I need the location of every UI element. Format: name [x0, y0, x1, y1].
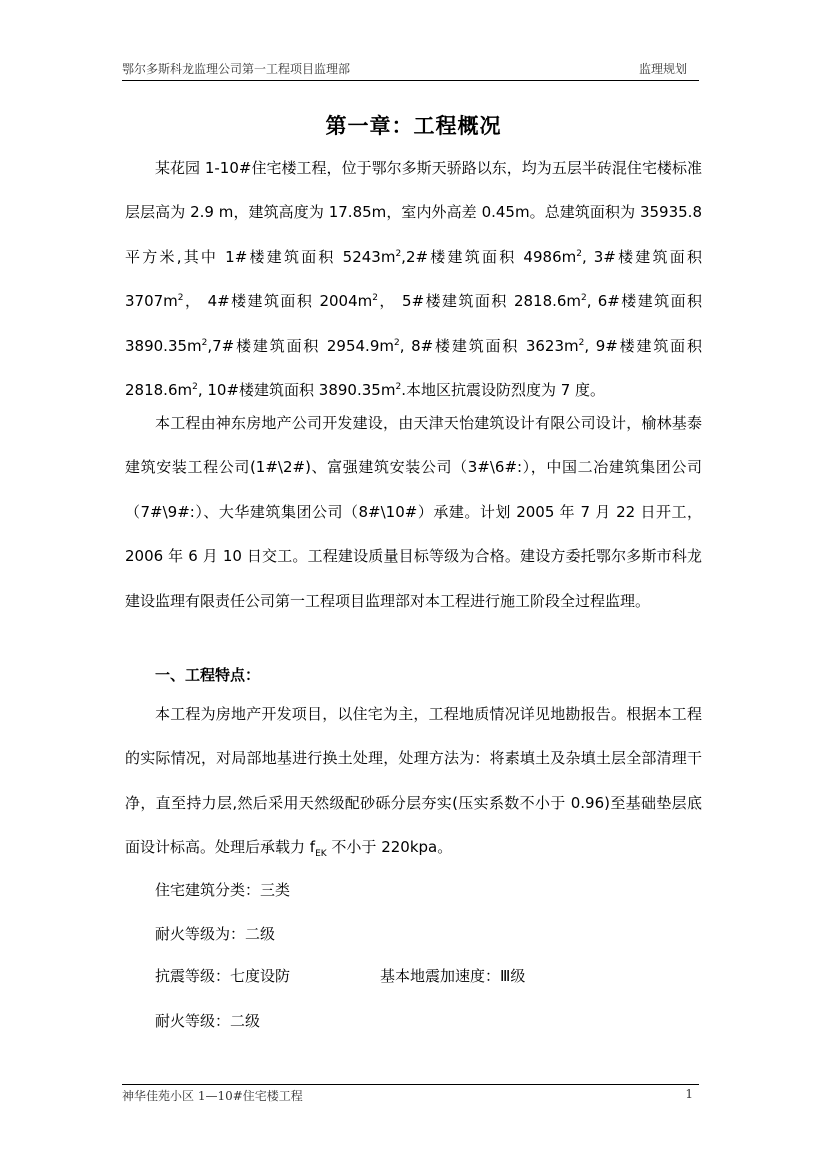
ground-acceleration: 基本地震加速度：Ⅲ级	[380, 967, 526, 985]
footer-divider	[122, 1084, 699, 1085]
building-class: 住宅建筑分类：三类	[155, 881, 291, 899]
header-org: 鄂尔多斯科龙监理公司第一工程项目监理部	[122, 62, 351, 76]
fire-rating: 耐火等级为：二级	[155, 925, 276, 943]
section-heading: 一、工程特点：	[155, 666, 261, 684]
page-header	[122, 58, 699, 80]
chapter-title: 第一章：工程概况	[325, 114, 502, 138]
seismic-grade: 抗震等级：七度设防	[155, 967, 291, 985]
paragraph-overview: 某花园 1-10#住宅楼工程，位于鄂尔多斯天骄路以东，均为五层半砖混住宅楼标准层层高为 2.9 m，建筑高度为 17.85m，室内外高差 0.45m。总建筑面积为 35935.8 平方米,其中 1#楼建筑面积 $5243m^2,2\#$楼建筑面积 $4986m^2$, 3#楼建筑面积 $3707m^2$， 4#楼建筑面积 $2004m^2$， 5#楼建筑面积 $2818.6m^2$, 6#楼建筑面积 $3890.35m^2,7\#$楼建筑面积 $2954.9m^2$, 8#楼建筑面积 $3623m^2$, 9#楼建筑面积 $2818.6m^2$, 10#楼建筑面积 $3890.35m^2$.本地区抗震设防烈度为 7 度。	[125, 159, 703, 400]
paragraph-features: 本工程为房地产开发项目，以住宅为主，工程地质情况详见地勘报告。根据本工程的实际情况，对局部地基进行换土处理，处理方法为：将素填土及杂填土层全部清理干净，直至持力层,然后采用天然级配砂砾分层夯实(压实系数不小于 0.96)至基础垫层底面设计标高。处理后承载力 $f_{EK}$ 不小于 220kpa。	[125, 705, 702, 860]
header-doc-type: 监理规划	[638, 62, 687, 76]
header-divider	[122, 80, 699, 81]
fire-rating-2: 耐火等级：二级	[155, 1012, 261, 1030]
footer-project: 神华佳苑小区 1—10#住宅楼工程	[122, 1089, 303, 1103]
paragraph-parties: 本工程由神东房地产公司开发建设，由天津天怡建筑设计有限公司设计，榆林基泰建筑安装工程公司(1#\2#)、富强建筑安装公司（3#\6#:），中国二冶建筑集团公司（7#\9#:）、大华建筑集团公司（8#\10#）承建。计划 2005 年 7 月 22 日开工，2006 年 6 月 10 日交工。工程建设质量目标等级为合格。建设方委托鄂尔多斯市科龙建设监理有限责任公司第一工程项目监理部对本工程进行施工阶段全过程监理。	[125, 414, 702, 610]
page-footer	[122, 1087, 699, 1105]
page-number: 1	[685, 1087, 693, 1101]
